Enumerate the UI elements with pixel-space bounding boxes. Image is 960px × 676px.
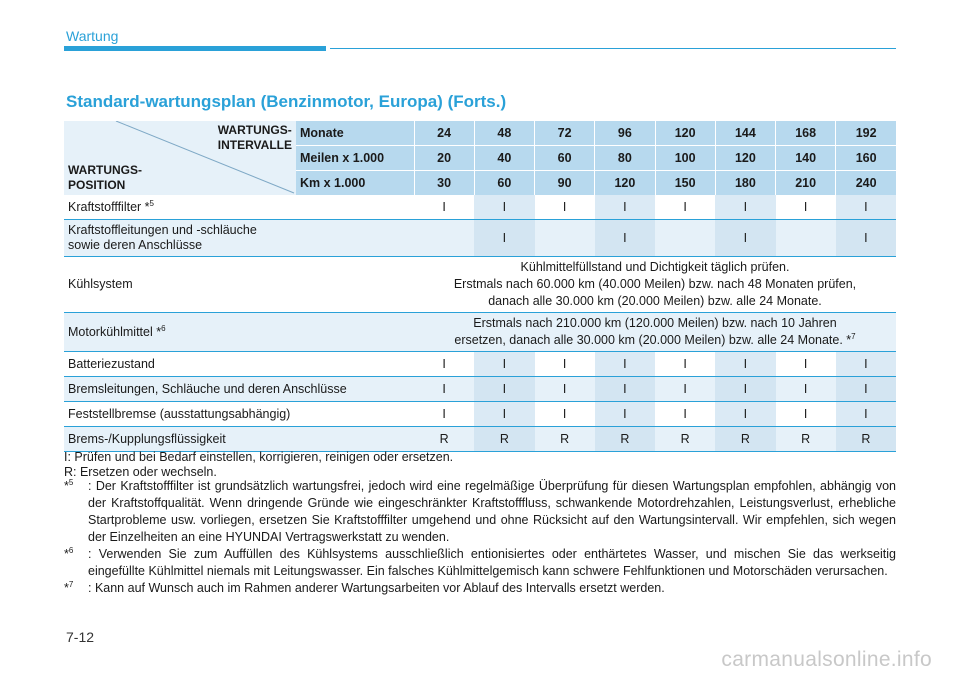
service-mark: I [595, 220, 655, 257]
interval-value: 60 [474, 171, 534, 196]
interval-unit-label: Monate [296, 121, 414, 146]
interval-value: 210 [776, 171, 836, 196]
service-mark: I [595, 402, 655, 427]
interval-value: 120 [715, 146, 775, 171]
table-row [64, 195, 896, 220]
table-row [64, 257, 896, 313]
interval-value: 40 [474, 146, 534, 171]
interval-value: 168 [776, 121, 836, 146]
watermark: carmanualsonline.info [721, 648, 932, 671]
service-mark: I [535, 402, 595, 427]
interval-value: 72 [535, 121, 595, 146]
interval-heading: WARTUNGS- INTERVALLE [217, 122, 292, 152]
section-label: Wartung [66, 28, 119, 44]
table-row [64, 377, 896, 402]
interval-value: 24 [414, 121, 474, 146]
service-mark: I [535, 195, 595, 220]
maintenance-item [64, 220, 414, 257]
footnote-marker [64, 478, 88, 546]
page-title: Standard-wartungsplan (Benzinmotor, Europa) (Forts.) [66, 92, 507, 111]
legend [64, 450, 453, 480]
interval-value: 120 [655, 121, 715, 146]
maintenance-item [64, 352, 414, 377]
service-mark: R [655, 427, 715, 452]
header-rule [330, 48, 896, 49]
service-mark: I [655, 195, 715, 220]
service-mark: I [414, 402, 474, 427]
interval-value: 80 [595, 146, 655, 171]
service-mark: I [836, 352, 896, 377]
footnote-ref: 5 [149, 198, 154, 208]
service-mark: I [414, 195, 474, 220]
footnote-text: : Der Kraftstofffilter ist grundsätzlich wartungsfrei, jedoch wird eine regelmäßige Überprüfung für diesen Wartungsplan empfohlen, abhängig von der Kraftstoffqualität. Wenn dringende Gründe wie eingeschränkter Kraftstofffluss, schwankende Motordrehzahlen, Leistungsverlust, erhebliche Startprobleme usw. vorliegen, ersetzen Sie Kraftstofffilter umgehend und ohne Rücksicht auf den Wartungsintervall. Wir empfehlen, sich wegen der Einzelheiten an eine HYUNDAI Vertragswerkstatt zu wenden. [88, 479, 896, 544]
legend-replace: R: Ersetzen oder wechseln. [64, 465, 217, 479]
maintenance-item [64, 377, 414, 402]
footnote-text: : Kann auf Wunsch auch im Rahmen anderer Wartungsarbeiten vor Ablauf des Intervalls ersetzt werden. [88, 581, 665, 595]
service-mark: I [474, 195, 534, 220]
interval-value: 160 [836, 146, 896, 171]
footnote-number: 5 [68, 478, 74, 487]
interval-value: 180 [715, 171, 775, 196]
service-mark: I [715, 220, 775, 257]
service-mark: I [474, 220, 534, 257]
service-mark: I [655, 352, 715, 377]
footnote-ref: 7 [851, 332, 856, 341]
interval-value: 140 [776, 146, 836, 171]
service-mark: I [655, 377, 715, 402]
table-row [64, 220, 896, 257]
table-row [64, 402, 896, 427]
item-label: Kraftstofffilter * [68, 199, 150, 214]
table-row [64, 313, 896, 352]
service-mark: I [414, 352, 474, 377]
header-accent-bar [64, 46, 326, 51]
interval-value: 192 [836, 121, 896, 146]
service-mark: R [535, 427, 595, 452]
interval-unit-label: Km x 1.000 [296, 171, 414, 196]
service-mark: I [836, 402, 896, 427]
service-mark: I [474, 377, 534, 402]
interval-value: 150 [655, 171, 715, 196]
footnote-star: * [64, 547, 69, 561]
service-mark: R [474, 427, 534, 452]
maintenance-item [64, 313, 414, 352]
interval-value: 90 [535, 171, 595, 196]
item-label: Bremsleitungen, Schläuche und deren Anschlüsse [68, 381, 347, 396]
footnote-number: 6 [68, 546, 74, 555]
interval-unit-label: Meilen x 1.000 [296, 146, 414, 171]
interval-value: 60 [535, 146, 595, 171]
interval-value: 144 [715, 121, 775, 146]
maintenance-table [64, 120, 896, 452]
service-mark: I [535, 352, 595, 377]
footnote-star: * [64, 581, 69, 595]
item-label: Feststellbremse (ausstattungsabhängig) [68, 406, 291, 421]
footnote [64, 546, 896, 580]
footnote-star: * [64, 479, 69, 493]
service-mark: R [414, 427, 474, 452]
service-mark: I [715, 377, 775, 402]
service-mark: I [595, 352, 655, 377]
service-mark: I [474, 402, 534, 427]
service-mark: I [595, 377, 655, 402]
service-mark: I [655, 402, 715, 427]
position-heading: WARTUNGS- POSITION [68, 162, 142, 192]
service-mark: I [715, 402, 775, 427]
service-mark: I [474, 352, 534, 377]
service-mark: I [836, 195, 896, 220]
service-mark [414, 220, 474, 257]
service-mark: I [715, 352, 775, 377]
service-mark: I [836, 220, 896, 257]
service-mark: I [715, 195, 775, 220]
maintenance-item [64, 257, 414, 313]
item-label: Motorkühlmittel * [68, 324, 162, 339]
maintenance-item [64, 195, 414, 220]
item-label: Brems-/Kupplungsflüssigkeit [68, 431, 226, 446]
service-mark: R [836, 427, 896, 452]
interval-value: 96 [595, 121, 655, 146]
interval-value: 48 [474, 121, 534, 146]
maintenance-item [64, 427, 414, 452]
service-mark [655, 220, 715, 257]
maintenance-item [64, 402, 414, 427]
legend-inspect: I: Prüfen und bei Bedarf einstellen, korrigieren, reinigen oder ersetzen. [64, 450, 454, 464]
item-label: Batteriezustand [68, 356, 155, 371]
interval-value: 240 [836, 171, 896, 196]
service-mark: R [715, 427, 775, 452]
service-mark: I [535, 377, 595, 402]
footnote-text: : Verwenden Sie zum Auffüllen des Kühlsystems ausschließlich entionisiertes oder enthärtetes Wasser, und mischen Sie das werkseitig eingefüllte Kühlmittel niemals mit Leitungswasser. Ein falsches Kühlmittelgemisch kann schwere Fehlfunktionen und Motorschäden verursachen. [88, 547, 896, 578]
service-mark: I [836, 377, 896, 402]
footnote [64, 580, 896, 597]
footnote-number: 7 [68, 580, 74, 589]
interval-note [414, 313, 896, 352]
item-label: Kühlsystem [68, 277, 133, 291]
interval-value: 120 [595, 171, 655, 196]
footnote [64, 478, 896, 546]
service-mark [535, 220, 595, 257]
service-mark: I [776, 402, 836, 427]
table-row [64, 427, 896, 452]
interval-value: 20 [414, 146, 474, 171]
page-number: 7-12 [66, 629, 95, 645]
service-mark: I [776, 195, 836, 220]
table-row [64, 352, 896, 377]
service-mark: I [595, 195, 655, 220]
service-mark: R [776, 427, 836, 452]
service-mark: I [776, 352, 836, 377]
footnotes [64, 478, 896, 597]
footnote-marker [64, 546, 88, 580]
item-label: Kraftstoffleitungen und -schläuche sowie deren Anschlüsse [68, 223, 257, 252]
interval-note-text: Kühlmittelfüllstand und Dichtigkeit täglich prüfen. Erstmals nach 60.000 km (40.000 Meilen) bzw. nach 48 Monaten prüfen, danach alle 30.000 km (20.000 Meilen) bzw. alle 24 Monate. [453, 260, 857, 308]
table-corner-cell [64, 121, 296, 196]
footnote-marker [64, 580, 88, 597]
footnote-ref: 6 [161, 323, 166, 333]
service-mark: I [414, 377, 474, 402]
service-mark: R [595, 427, 655, 452]
table-header-row [64, 121, 896, 146]
interval-note [414, 257, 896, 313]
service-mark: I [776, 377, 836, 402]
interval-value: 100 [655, 146, 715, 171]
interval-value: 30 [414, 171, 474, 196]
service-mark [776, 220, 836, 257]
interval-note-text: Erstmals nach 210.000 km (120.000 Meilen) bzw. nach 10 Jahren ersetzen, danach alle 30.000 km (20.000 Meilen) bzw. alle 24 Monate. * [454, 316, 852, 347]
